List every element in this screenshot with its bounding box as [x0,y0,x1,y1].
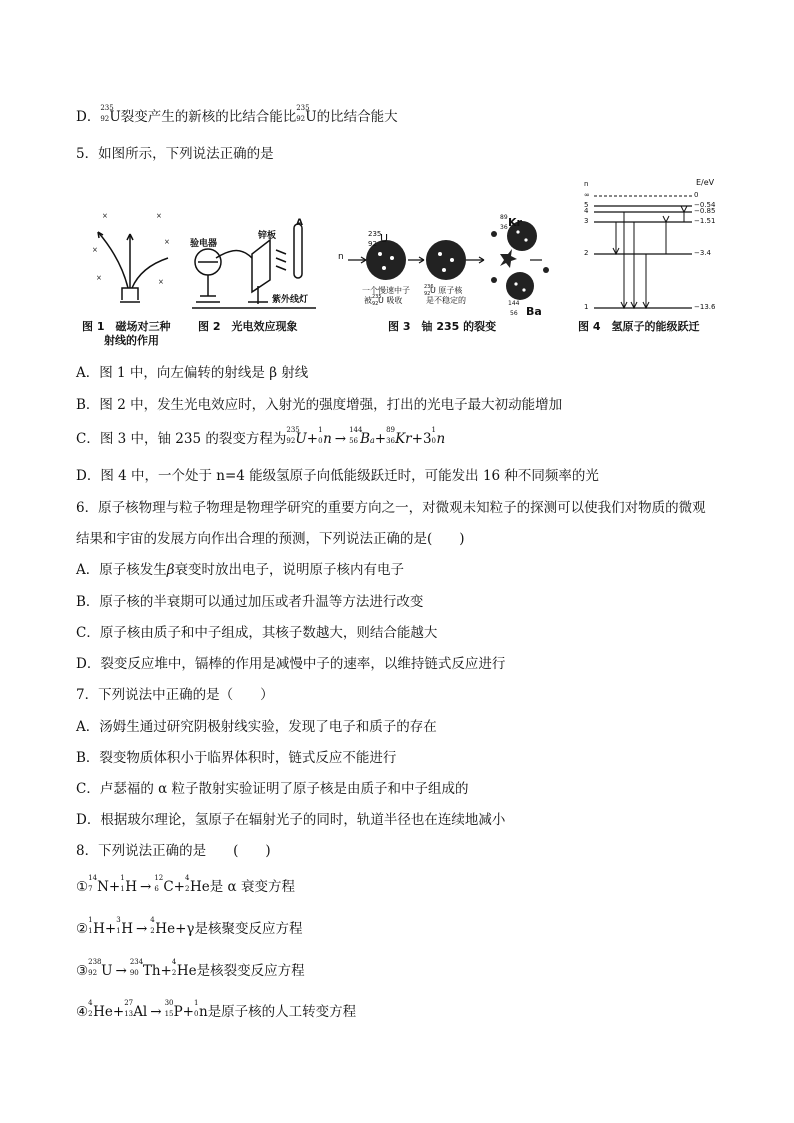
q7-option-b: B．裂变物质体积小于临界体积时，链式反应不能进行 [76,750,397,766]
q7-stem: 7．下列说法中正确的是（ ） [76,687,274,703]
q4-option-d [76,104,398,126]
level-energy-label: 0 [694,191,699,199]
mass-number: 4 [184,874,190,882]
fig3-note1-line1: 一个慢速中子 [362,286,410,295]
element-symbol: U [109,109,121,125]
item-mark: ① [76,879,89,895]
equation-operator: + [104,921,117,937]
item-description: 是核聚变反应方程 [194,921,303,937]
nuclide-u235: 235 92 [372,294,382,307]
atomic-number: 92 [88,969,98,977]
nuclide-u236: 236 92 [424,284,434,297]
q8-item [76,916,303,938]
nuclide-u235: 235 92 U [286,426,307,447]
mass-number: 234 [129,958,144,966]
fig2-uv-lamp-label: 紫外线灯 [272,295,309,305]
element-symbol: U [101,963,113,979]
svg-text:×: × [102,212,108,220]
fig2-electroscope-label: 验电器 [190,239,218,249]
transition-arrow [621,212,627,308]
nuclide-kr89: 89 36 Kr [386,426,412,447]
q5-option-a: A．图 1 中，向左偏转的射线是 β 射线 [76,365,309,381]
nuclide [88,874,109,896]
neutron: 1 0 n [318,426,332,447]
svg-text:×: × [158,278,164,286]
transition-arrow [681,206,687,222]
fig3-n-label: n [338,252,344,262]
equation-operator: → [115,963,127,979]
svg-text:×: × [92,246,98,254]
fig1-caption-line1: 图 1 磁场对三种 [82,320,171,333]
svg-text:×: × [156,212,162,220]
atomic-number: 2 [184,885,190,893]
nuclide [88,999,113,1021]
q7-option-a: A．汤姆生通过研究阴极射线实验，发现了电子和质子的存在 [76,719,437,735]
svg-text:×: × [164,238,170,246]
atomic-number: 0 [193,1010,199,1018]
nuclide [154,874,174,896]
atomic-number: 7 [88,885,93,893]
item-description: 是核裂变反应方程 [196,963,305,979]
q8-item [76,958,305,980]
q7-option-d: D．根据玻尔理论，氢原子在辐射光子的同时，轨道半径也在连续地减小 [76,812,506,828]
atomic-number: 2 [150,927,155,935]
fig3-ba-label: Ba [526,305,542,318]
element-symbol: Th [142,963,161,979]
equation-operator: + [160,963,172,979]
nuclide [116,916,133,938]
element-symbol: He [93,1004,113,1020]
atomic-number: 2 [171,969,177,977]
fig3-u-label: U [380,232,389,245]
fig4-n-header: n [584,180,589,188]
mass-number: 30 [164,999,174,1007]
q6-option-d: D．裂变反应堆中，镉棒的作用是减慢中子的速率，以维持链式反应进行 [76,656,506,672]
equation-operator: → [150,1004,162,1020]
q5-figures [76,174,726,354]
neutron: 1 0 n [431,426,446,447]
mass-number: 3 [116,916,121,924]
element-symbol: He [155,921,176,937]
fig2-caption: 图 2 光电效应现象 [198,320,298,333]
mass-number: 1 [193,999,199,1007]
option-letter: D． [76,109,101,125]
mass-number: 4 [88,999,93,1007]
left-ray-path [98,232,128,288]
item-mark: ③ [76,963,89,979]
q6-option-b: B．原子核的半衰期可以通过加压或者升温等方法进行改变 [76,594,424,610]
element-symbol: U [305,109,317,125]
element-symbol: H [121,921,133,937]
nuclide [164,999,183,1021]
option-text: 裂变产生的新核的比结合能比 [120,109,297,125]
nuclide [184,874,210,896]
element-symbol: H [125,879,138,895]
nuclide-ba144: 144 56 Ba [349,426,375,447]
atomic-number: 1 [120,885,125,893]
q6-stem: 6．原子核物理与粒子物理是物理学研究的重要方向之一，对微观未知粒子的探测可以使我们对物质的微观结果和宇宙的发展方向作出合理的预测，下列说法正确的是( ) [76,500,706,547]
nuclide [88,958,113,980]
q6-option-c: C．原子核由质子和中子组成，其核子数越大，则结合能越大 [76,625,438,641]
level-n-label: 3 [584,217,589,225]
atomic-number: 92 [296,115,306,123]
q8-item [76,999,357,1021]
q8-stem: 8．下列说法正确的是 ( ) [76,843,271,859]
mass-number: 4 [171,958,177,966]
nuclide [150,916,176,938]
transition-arrow [643,254,649,308]
equation-operator: + [112,1004,125,1020]
transition-arrow [631,222,637,308]
mass-number: 12 [154,874,164,882]
element-symbol: P [173,1004,183,1020]
fig3-caption: 图 3 铀 235 的裂变 [388,320,497,333]
equation-operator: → [135,921,148,937]
element-symbol: He [189,879,210,895]
nuclide-u235 [296,104,317,126]
equation-operator: → [140,879,152,895]
atomic-number: 6 [154,885,159,893]
level-n-label: 2 [584,249,589,257]
nuclide [193,999,208,1021]
fig4-caption: 图 4 氢原子的能级跃迁 [578,320,700,333]
mass-number: 1 [88,916,93,924]
atomic-number: 1 [88,927,93,935]
option-text: C．图 3 中，铀 235 的裂变方程为 [76,431,287,447]
fig3-u-mass: 235 [368,230,382,238]
atomic-number: 92 [100,115,110,123]
level-energy-label: −0.85 [694,207,716,215]
q8-item [76,874,295,896]
equation-operator: + [108,879,121,895]
item-mark: ② [76,921,89,937]
level-n-label: ∞ [584,191,590,199]
transition-arrow [613,222,619,254]
equation-operator: +γ [175,921,195,937]
element-symbol: n [198,1004,208,1020]
equation-operator: + [173,879,185,895]
equation-operator: + [182,1004,194,1020]
mass-number: 235 [296,104,310,112]
fig3-ba-mass: 144 [508,300,520,307]
element-symbol: He [176,963,197,979]
element-symbol: N [97,879,109,895]
fig3-kr-mass: 89 [500,214,508,221]
element-symbol: H [93,921,105,937]
fig1-magnetic-field-diagram [76,204,186,314]
fig1-caption-line2: 射线的作用 [104,334,159,347]
level-energy-label: −0.54 [694,201,716,209]
fig3-u-z: 92 [368,240,377,248]
level-n-label: 1 [584,303,589,311]
level-n-label: 5 [584,201,589,209]
level-energy-label: −3.4 [694,249,711,257]
nuclide [171,958,197,980]
nuclide-u235 [100,104,121,126]
mass-number: 235 [100,104,114,112]
atomic-number: 1 [116,927,121,935]
fig3-kr-label: Kr [508,216,522,229]
q6-option-a: A．原子核发生β衰变时放出电子，说明原子核内有电子 [76,562,405,578]
fig2-plate-label: 锌板 [258,231,277,241]
fig3-kr-z: 36 [500,224,508,231]
atomic-number: 90 [129,969,139,977]
level-n-label: 4 [584,207,589,215]
mass-number: 1 [120,874,125,882]
item-mark: ④ [76,1004,89,1020]
element-symbol: C [163,879,174,895]
nuclide [88,916,105,938]
fig3-note1-line2: 被 235 92 U 吸收 [364,294,403,307]
svg-text:×: × [96,274,102,282]
q5-option-d: D．图 4 中，一个处于 n=4 能级氢原子向低能级跃迁时，可能发出 16 种不同频率的光 [76,468,599,484]
fig3-note2-line2: 是不稳定的 [426,296,466,305]
q5-option-c: C．图 3 中，铀 235 的裂变方程为 235 92 U+ 1 0 n → 144 56 Ba+ 89 36 Kr+3 1 0 n [76,430,445,450]
element-symbol: Al [133,1004,148,1020]
fig4-axis-label: E/eV [696,178,715,187]
level-energy-label: −13.6 [694,303,716,311]
nuclide [120,874,138,896]
nuclide [124,999,148,1021]
atomic-number: 13 [124,1010,134,1018]
atomic-number: 2 [88,1010,93,1018]
fig3-note2-line1: 236 92 U 原子核 [424,284,463,297]
fig3-ba-z: 56 [510,310,518,317]
mass-number: 4 [150,916,155,924]
q5-stem: 5．如图所示，下列说法正确的是 [76,146,274,162]
mass-number: 14 [88,874,98,882]
nuclide [129,958,161,980]
mass-number: 238 [88,958,102,966]
option-text: 的比结合能大 [316,109,398,125]
mass-number: 27 [124,999,134,1007]
atomic-number: 15 [164,1010,174,1018]
level-energy-label: −1.51 [694,217,716,225]
fig2-a-label: A [296,218,303,228]
item-description: 是 α 衰变方程 [209,879,295,895]
item-description: 是原子核的人工转变方程 [207,1004,357,1020]
q7-option-c: C．卢瑟福的 α 粒子散射实验证明了原子核是由质子和中子组成的 [76,781,469,797]
q5-option-b: B．图 2 中，发生光电效应时，入射光的强度增强，打出的光电子最大初动能增加 [76,397,563,413]
